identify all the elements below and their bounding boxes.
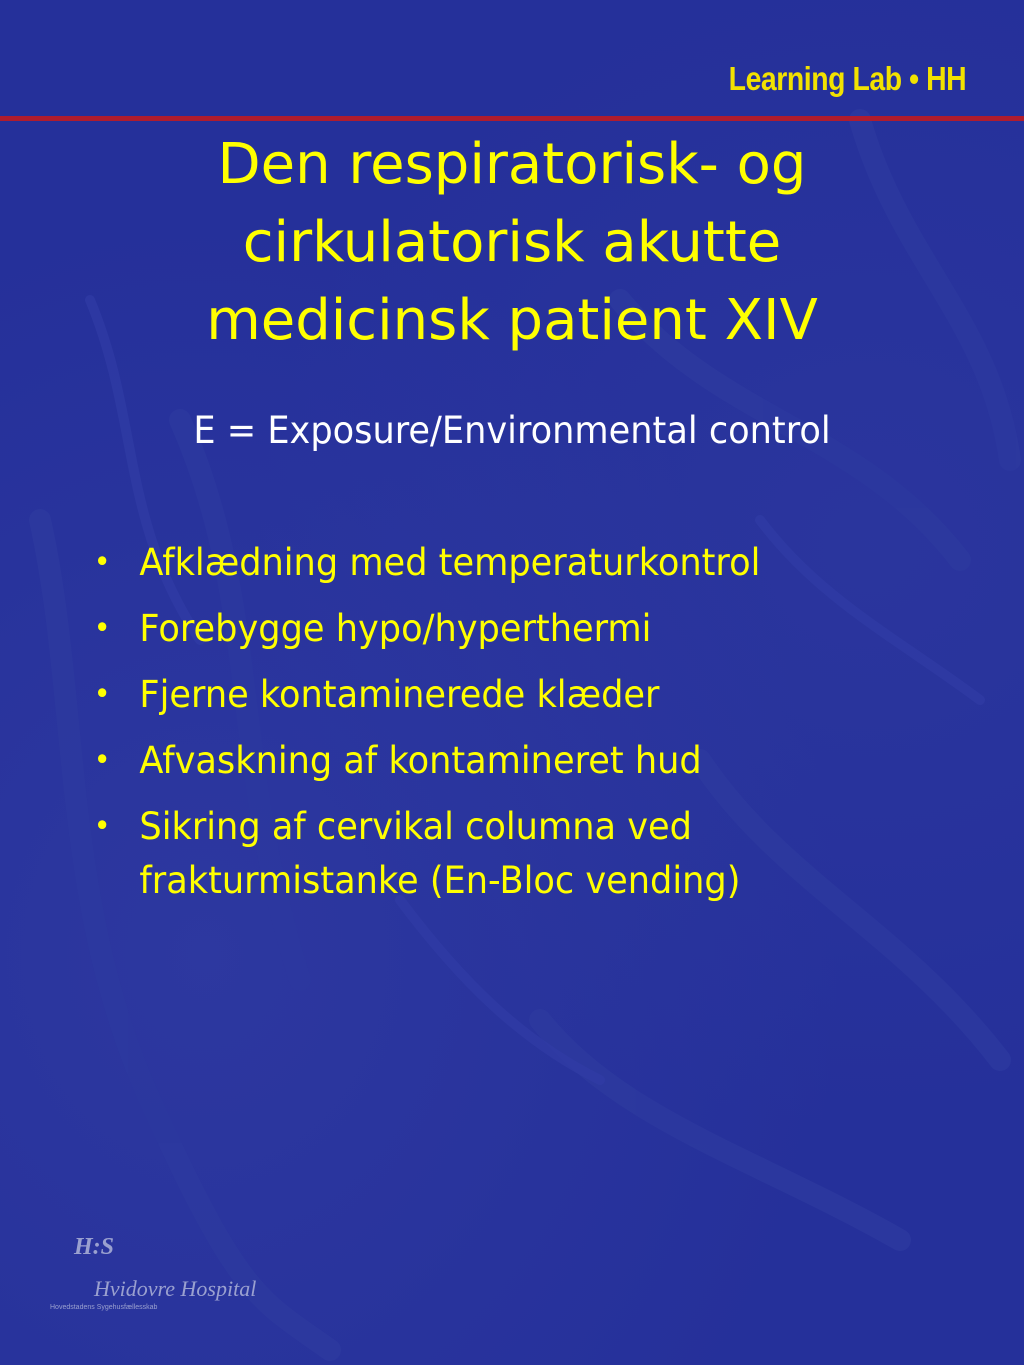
logo-subtext: Hovedstadens Sygehusfællesskab — [50, 1304, 158, 1311]
bullet-icon: • — [93, 677, 111, 712]
title-line-2: cirkulatorisk akutte — [242, 210, 782, 275]
bullet-item — [90, 602, 926, 656]
bullet-item — [90, 536, 926, 590]
bullet-text: Afklædning med temperaturkontrol — [139, 541, 761, 584]
slide-title — [0, 126, 1024, 360]
bullet-item — [90, 800, 926, 908]
bullet-text: Sikring af cervikal columna ved frakturmistanke (En-Bloc vending) — [139, 805, 741, 902]
bullet-text: Afvaskning af kontamineret hud — [139, 739, 702, 782]
slide-subtitle: E = Exposure/Environmental control — [193, 409, 831, 452]
bullet-icon: • — [93, 545, 111, 580]
bullet-list — [90, 536, 970, 920]
header-divider — [0, 116, 1024, 121]
hospital-logo — [48, 1226, 257, 1326]
title-line-1: Den respiratorisk- og — [217, 132, 807, 197]
title-line-3: medicinsk patient XIV — [206, 288, 818, 353]
bullet-text: Fjerne kontaminerede klæder — [139, 673, 660, 716]
bullet-icon: • — [93, 809, 111, 844]
logo-mark: H:S — [74, 1234, 115, 1260]
bullet-icon: • — [93, 743, 111, 778]
bullet-text: Forebygge hypo/hyperthermi — [139, 607, 652, 650]
logo-name: Hvidovre Hospital — [94, 1276, 257, 1301]
brand-label: Learning Lab • HH — [728, 60, 966, 97]
bullet-item — [90, 668, 926, 722]
bullet-icon: • — [93, 611, 111, 646]
bullet-item — [90, 734, 926, 788]
